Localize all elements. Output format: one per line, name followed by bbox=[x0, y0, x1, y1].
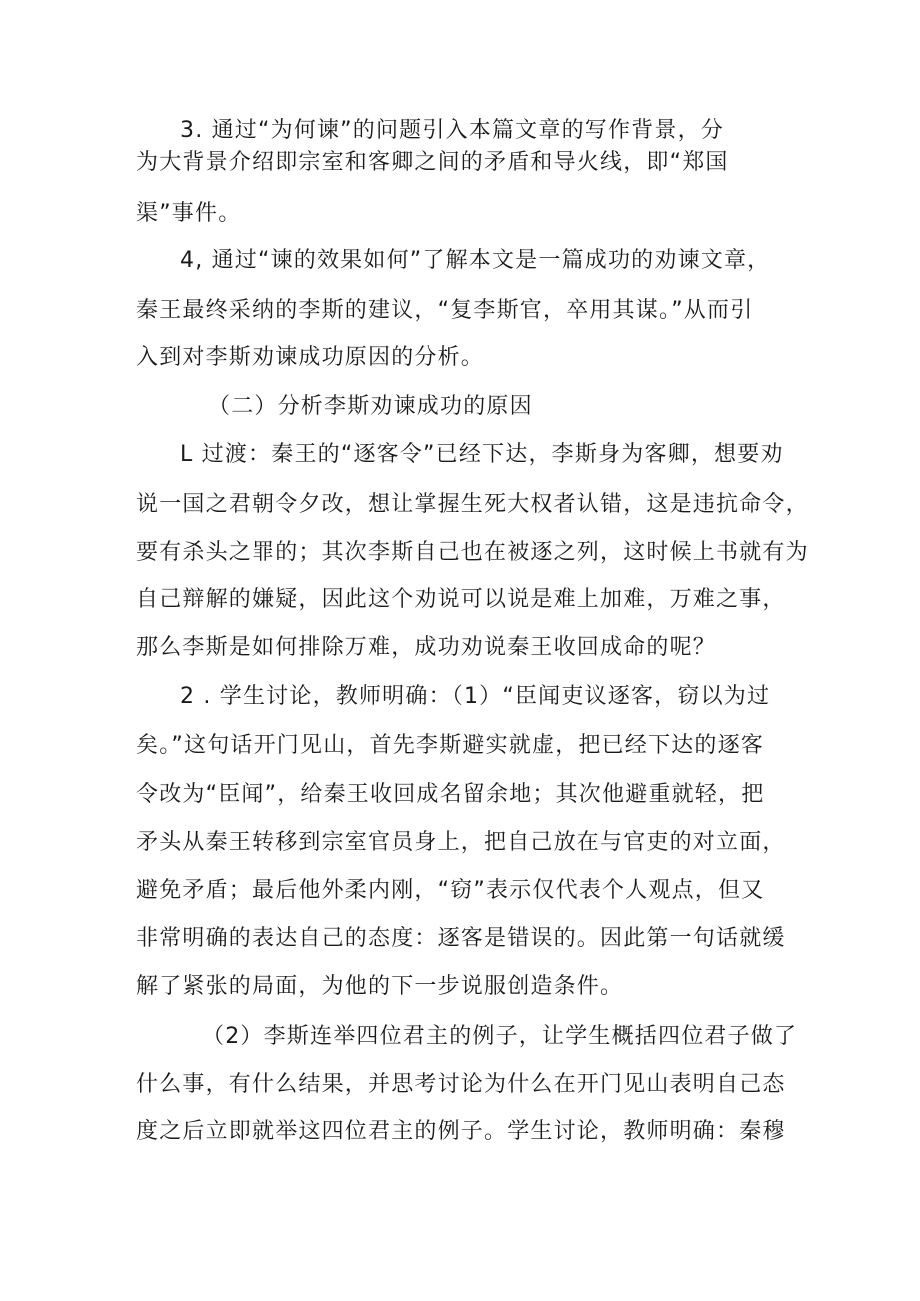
discussion-line-3: 令改为“臣闻”，给秦王收回成名留余地；其次他避重就轻，把 bbox=[136, 782, 765, 807]
transition-line-1: L 过渡：秦王的“逐客令”已经下达，李斯身为客卿，想要劝 bbox=[180, 442, 784, 467]
paragraph-3-line-2: 为大背景介绍即宗室和客卿之间的矛盾和导火线，即“郑国 bbox=[136, 150, 729, 175]
transition-line-4: 自己辩解的嫌疑，因此这个劝说可以说是难上加难，万难之事， bbox=[136, 587, 786, 612]
discussion-line-4: 矛头从秦王转移到宗室官员身上，把自己放在与官吏的对立面， bbox=[136, 830, 786, 855]
paragraph-3-line-1: 3. 通过“为何谏”的问题引入本篇文章的写作背景，分 bbox=[180, 118, 724, 143]
discussion-line-6: 非常明确的表达自己的态度：逐客是错误的。因此第一句话就缓 bbox=[136, 926, 786, 951]
transition-line-5: 那么李斯是如何排除万难，成功劝说秦王收回成命的呢？ bbox=[136, 635, 717, 660]
discussion-line-2: 矣。”这句话开门见山，首先李斯避实就虚，把已经下达的逐客 bbox=[136, 733, 764, 758]
paragraph-3-line-3: 渠”事件。 bbox=[136, 201, 242, 226]
section-heading: （二）分析李斯劝谏成功的原因 bbox=[208, 394, 533, 419]
discussion-line-5: 避免矛盾；最后他外柔内刚，“窃”表示仅代表个人观点，但又 bbox=[136, 878, 765, 903]
discussion-line-7: 解了紧张的局面，为他的下一步说服创造条件。 bbox=[136, 974, 624, 999]
example-line-3: 度之后立即就举这四位君主的例子。学生讨论，教师明确：秦穆 bbox=[136, 1119, 786, 1144]
example-line-1: （2）李斯连举四位君主的例子，让学生概括四位君子做了 bbox=[202, 1024, 798, 1049]
paragraph-4-line-1: 4, 通过“谏的效果如何”了解本文是一篇成功的劝谏文章， bbox=[180, 248, 771, 273]
paragraph-4-line-2: 秦王最终采纳的李斯的建议，“复李斯官，卒用其谋。”从而引 bbox=[136, 298, 754, 323]
example-line-2: 什么事，有什么结果，并思考讨论为什么在开门见山表明自己态 bbox=[136, 1072, 786, 1097]
discussion-line-1: 2 . 学生讨论，教师明确：（1）“臣闻吏议逐客，窃以为过 bbox=[180, 684, 771, 709]
transition-line-3: 要有杀头之罪的；其次李斯自己也在被逐之列，这时候上书就有为 bbox=[136, 540, 809, 565]
paragraph-4-line-3: 入到对李斯劝谏成功原因的分析。 bbox=[136, 345, 485, 370]
transition-line-2: 说一国之君朝令夕改，想让掌握生死大权者认错，这是违抗命令， bbox=[136, 492, 809, 517]
